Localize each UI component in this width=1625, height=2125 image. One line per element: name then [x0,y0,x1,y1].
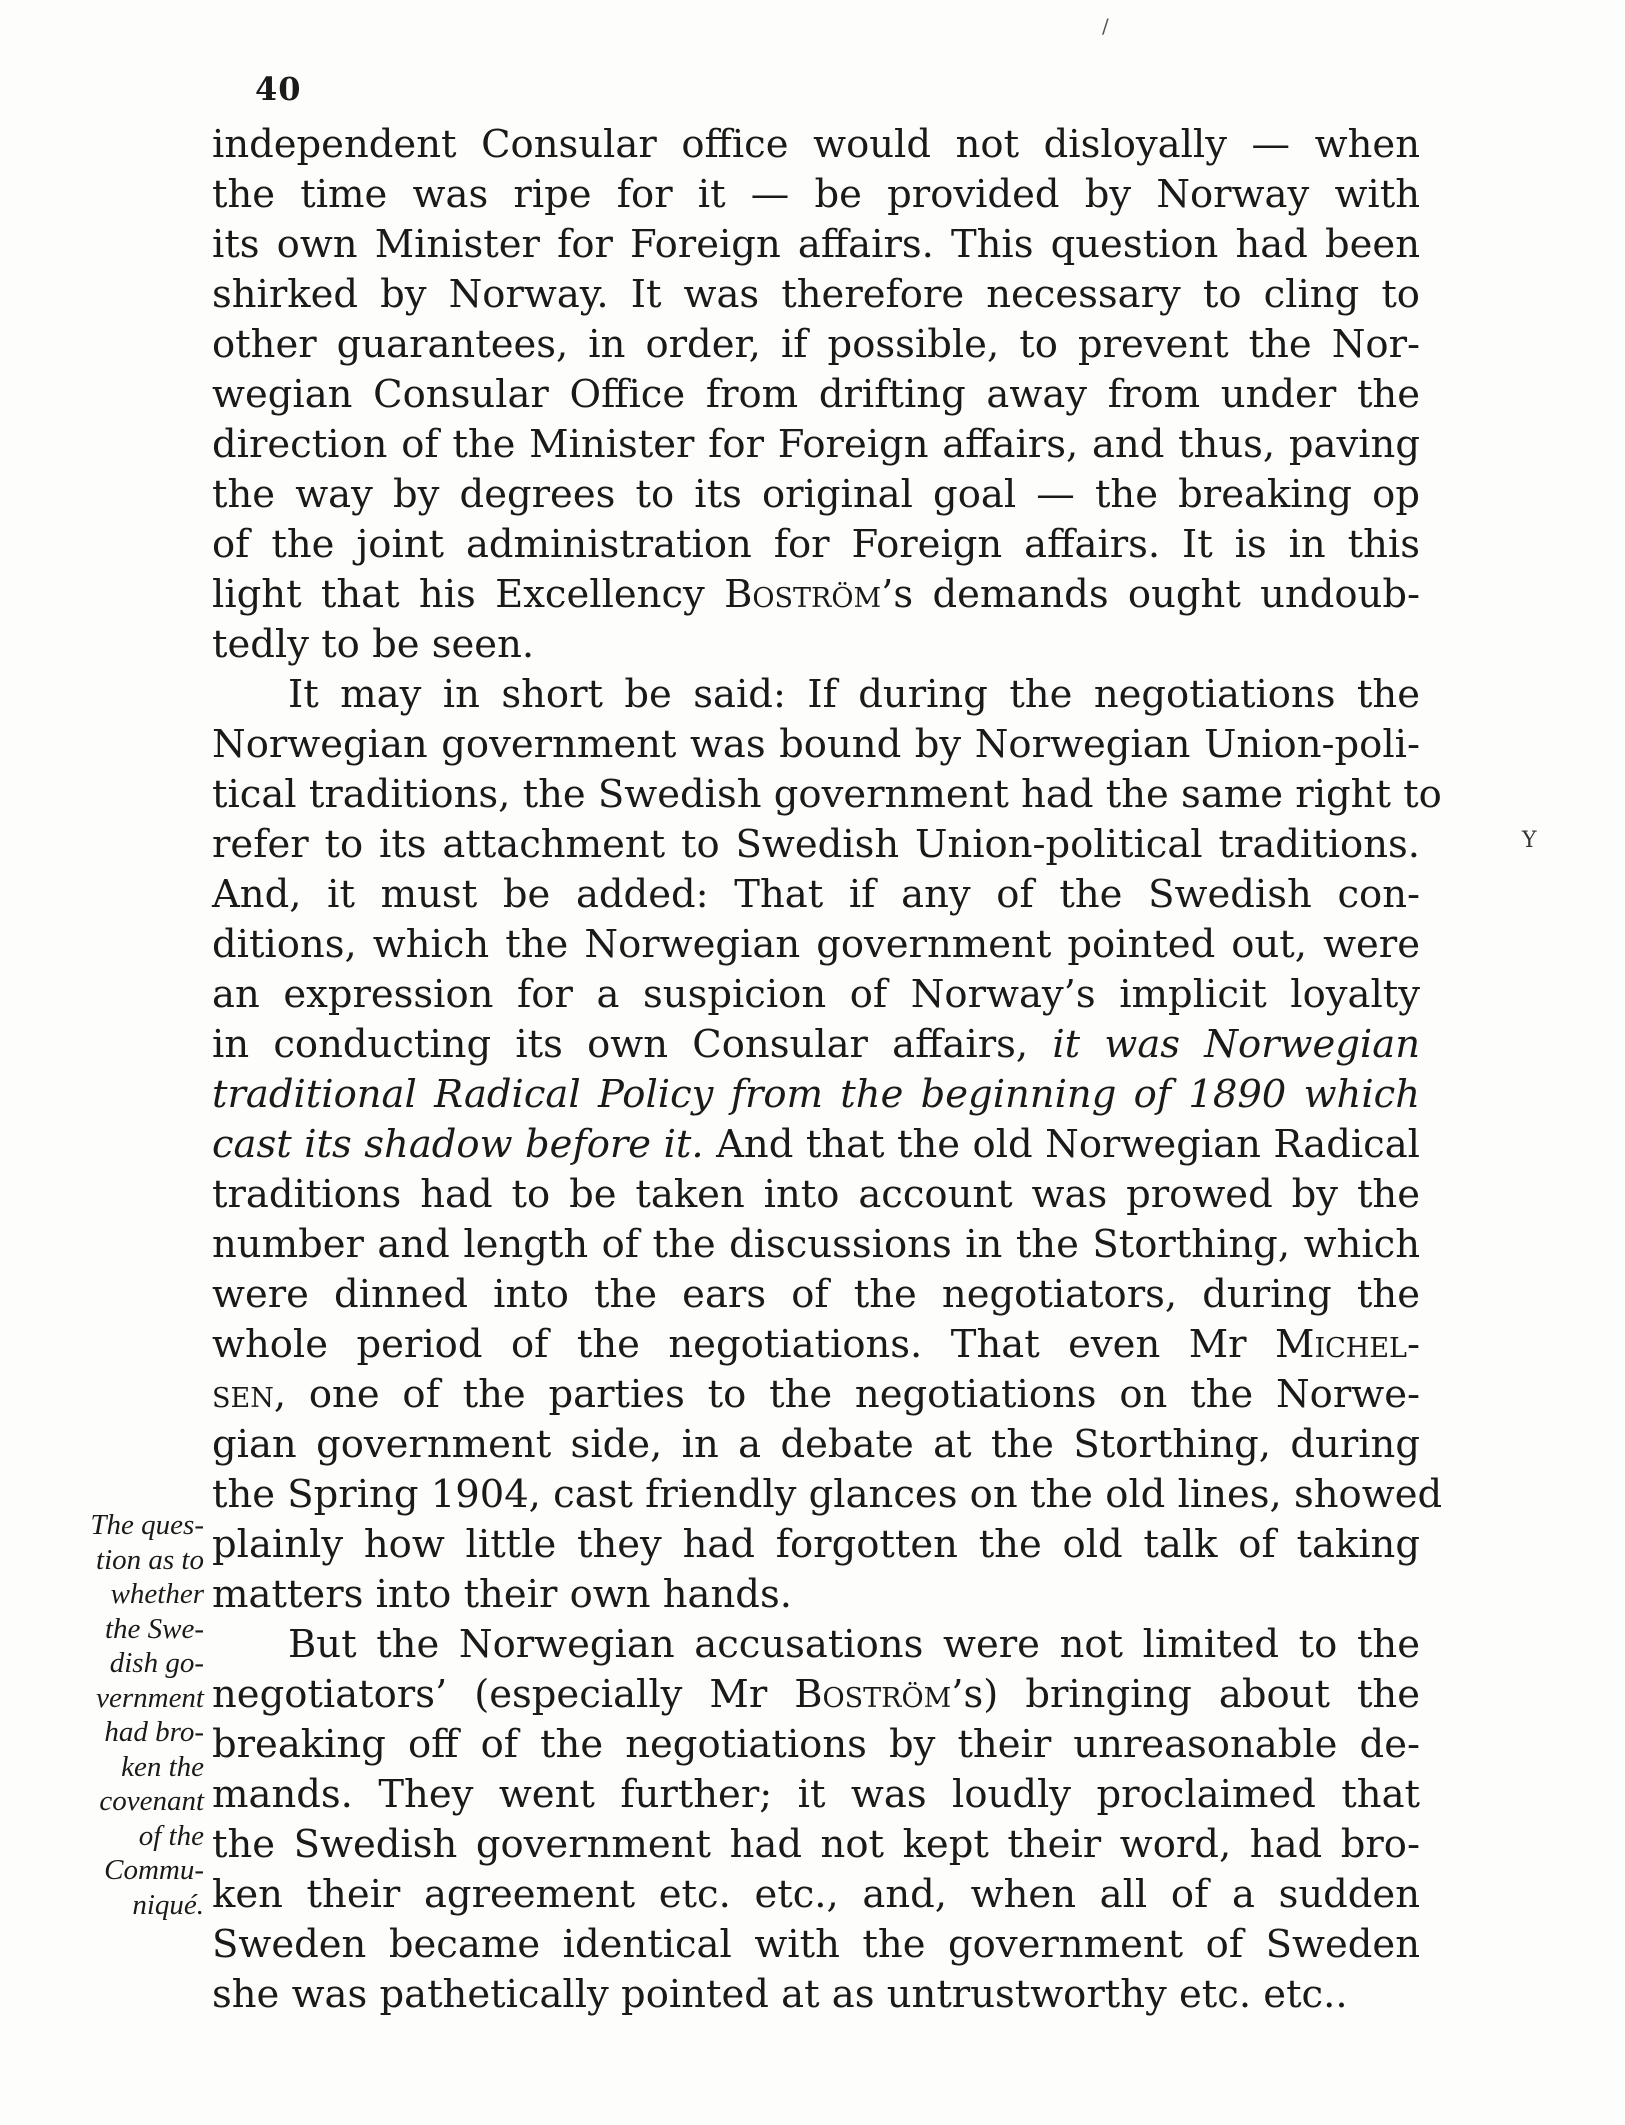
text-line: tedly to be seen. [212,622,535,667]
scan-mark: Y [1522,828,1537,853]
margin-note-line: whether [110,1578,204,1610]
margin-note-line: tion as to [96,1543,204,1576]
text-line: gian government side, in a debate at the Storthing, during [212,1422,1420,1467]
text-line: direction of the Minister for Foreign affairs, and thus, paving [212,422,1420,467]
text-line: she was pathetically pointed at as untrustworthy etc. etc.. [212,1972,1348,2017]
text-line: ditions, which the Norwegian government pointed out, were [212,922,1420,967]
margin-note-line: The ques- [90,1509,204,1541]
paragraph-start: It may in short be said: If during the negotiations the [288,672,1420,717]
text-line: And, it must be added: That if any of the Swedish con- [212,872,1420,917]
text-run: negotiators’ (especially Mr [212,1672,795,1717]
emphasis: it was Norwegian [1052,1022,1420,1067]
text-line: breaking off of the negotiations by their unreasonable de- [212,1722,1420,1767]
text-line: its own Minister for Foreign affairs. This question had been [212,222,1420,267]
person-name: Boström [794,1672,952,1717]
text-run: ’s demands ought undoub- [881,572,1420,617]
person-name: Boström [724,572,882,617]
margin-note-line: had bro- [104,1716,204,1748]
body-text [212,120,1443,2020]
text-line: independent Consular office would not disloyally — when [212,122,1420,167]
text-line [212,1020,1420,1070]
page-number: 40 [255,70,302,108]
text-line: traditions had to be taken into account was prowed by the [212,1172,1420,1217]
text-run: in conducting its own Consular affairs, [212,1022,1053,1067]
text-line: were dinned into the ears of the negotiators, during the [212,1272,1420,1317]
margin-note-line: of the [138,1819,204,1852]
text-run: , one of the parties to the negotiations on the Norwe- [273,1372,1420,1417]
margin-note-line: dish go- [109,1647,204,1679]
paragraph-start: But the Norwegian accusations were not limited to the [288,1622,1420,1667]
text-line: number and length of the discussions in the Storthing, which [212,1222,1420,1267]
text-line: other guarantees, in order, if possible, to prevent the Nor- [212,322,1420,367]
margin-note-line: ken the [121,1750,204,1783]
text-line [212,1370,1420,1420]
text-run: light that his Excellency [212,572,725,617]
text-line: plainly how little they had forgotten the old talk of taking [212,1522,1420,1567]
text-line: refer to its attachment to Swedish Union-political traditions. [212,822,1420,867]
text-line: Sweden became identical with the government of Sweden [212,1922,1420,1967]
margin-note-line: the Swe- [104,1612,204,1645]
margin-note [40,1508,204,1922]
text-run: whole period of the negotiations. That even Mr [212,1322,1276,1367]
text-line: ken their agreement etc. etc., and, when all of a sudden [212,1872,1420,1917]
person-name: Michel- [1275,1322,1420,1367]
text-line: an expression for a suspicion of Norway’s implicit loyalty [212,972,1420,1017]
emphasis-line: traditional Radical Policy from the beginning of 1890 which [212,1072,1420,1117]
margin-note-line: covenant [99,1785,204,1817]
text-line [212,570,1420,620]
person-name: sen [212,1372,274,1417]
text-line: matters into their own hands. [212,1572,792,1617]
text-line [212,1120,1420,1170]
text-line: wegian Consular Office from drifting away from under the [212,372,1420,417]
text-line: the way by degrees to its original goal — the breaking op [212,472,1420,517]
text-line [212,1670,1420,1720]
text-line: the Swedish government had not kept their word, had bro- [212,1822,1420,1867]
text-line: tical traditions, the Swedish government had the same right to [212,772,1442,817]
emphasis: cast its shadow before it. [212,1122,704,1167]
text-line: of the joint administration for Foreign affairs. It is in this [212,522,1420,567]
text-line: Norwegian government was bound by Norwegian Union-poli- [212,722,1420,767]
text-line: mands. They went further; it was loudly proclaimed that [212,1772,1420,1817]
text-line: shirked by Norway. It was therefore necessary to cling to [212,272,1420,317]
text-line [212,1320,1420,1370]
margin-note-line: niqué. [132,1888,204,1921]
text-line: the time was ripe for it — be provided by Norway with [212,172,1420,217]
margin-note-line: Commu- [104,1854,204,1886]
text-run: ’s) bringing about the [951,1672,1420,1717]
scan-mark: / [1102,14,1109,38]
margin-note-line: vernment [96,1681,204,1714]
text-run: And that the old Norwegian Radical [703,1122,1421,1167]
text-line: the Spring 1904, cast friendly glances on the old lines, showed [212,1472,1443,1517]
